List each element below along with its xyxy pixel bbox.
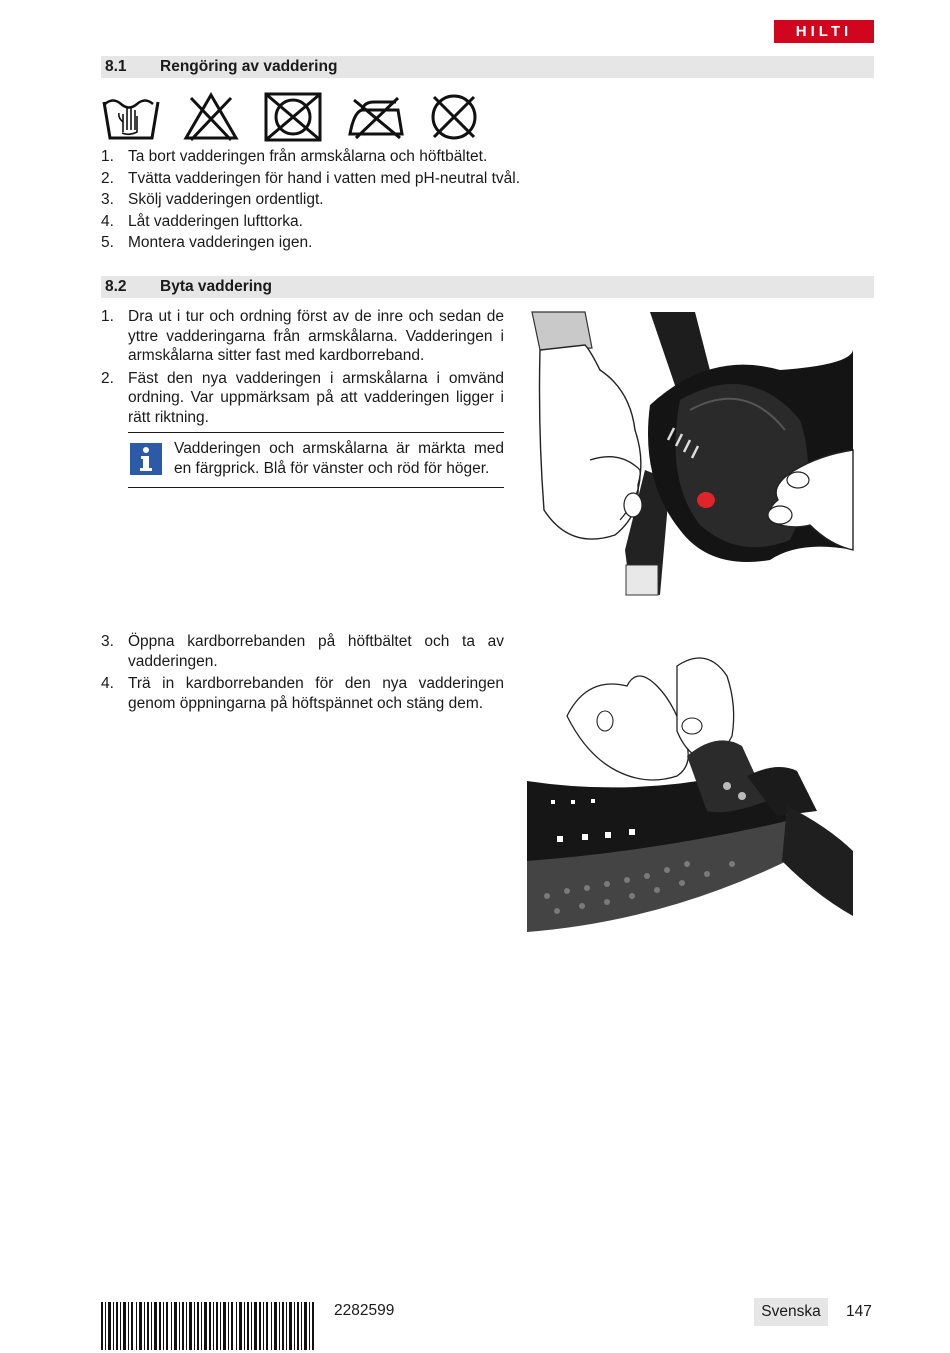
list-item: 3. Skölj vadderingen ordentligt.	[101, 191, 324, 208]
hilti-logo	[774, 20, 874, 43]
section-heading-8-2	[101, 276, 874, 298]
cleaning-steps	[101, 146, 701, 254]
do-not-dry-clean-icon	[426, 92, 482, 142]
list-item: 1. Ta bort vadderingen från armskålarna och höftbältet.	[101, 148, 488, 165]
page-number: 147	[846, 1303, 872, 1320]
logo-text: HILTI	[795, 23, 853, 40]
replace-steps-b	[101, 632, 504, 713]
barcode	[101, 1302, 314, 1350]
list-item: 2. Fäst den nya vadderingen i armskålarna i omvänd ordning. Var uppmärksam på att vadderingen ligger i rätt riktning.	[101, 369, 504, 426]
do-not-tumble-dry-icon	[263, 92, 323, 142]
replace-steps-a	[101, 307, 504, 427]
section-number: 8.1	[105, 58, 127, 75]
do-not-bleach-icon	[183, 92, 239, 142]
list-item: 4. Trä in kardborrebanden för den nya vadderingen genom öppningarna på höftspännet och stäng dem.	[101, 675, 504, 712]
section-number: 8.2	[105, 278, 127, 295]
section-title: Rengöring av vaddering	[160, 58, 338, 75]
hip-belt-photo	[527, 636, 855, 932]
note-text: Vadderingen och armskålarna är märkta med en färgprick. Blå för vänster och röd för höger.	[174, 440, 504, 477]
list-item: 1. Dra ut i tur och ordning först av de inre och sedan de yttre vadderingarna från armskålarna. Vadderingen i armskålarna sitter fast med kardborreband.	[101, 308, 504, 364]
arm-cup-photo	[530, 310, 855, 602]
info-note	[128, 432, 504, 488]
info-icon	[130, 443, 162, 475]
do-not-iron-icon	[346, 92, 406, 142]
section-title: Byta vaddering	[160, 278, 272, 295]
list-item: 2. Tvätta vadderingen för hand i vatten med pH-neutral tvål.	[101, 169, 521, 187]
language-label: Svenska	[754, 1298, 828, 1326]
document-number: 2282599	[334, 1302, 395, 1319]
list-item: 5. Montera vadderingen igen.	[101, 234, 313, 251]
section-heading-8-1	[101, 56, 874, 78]
hand-wash-icon	[101, 92, 161, 142]
list-item: 3. Öppna kardborrebanden på höftbältet och ta av vadderingen.	[101, 633, 504, 670]
list-item: 4. Låt vadderingen lufttorka.	[101, 212, 303, 230]
